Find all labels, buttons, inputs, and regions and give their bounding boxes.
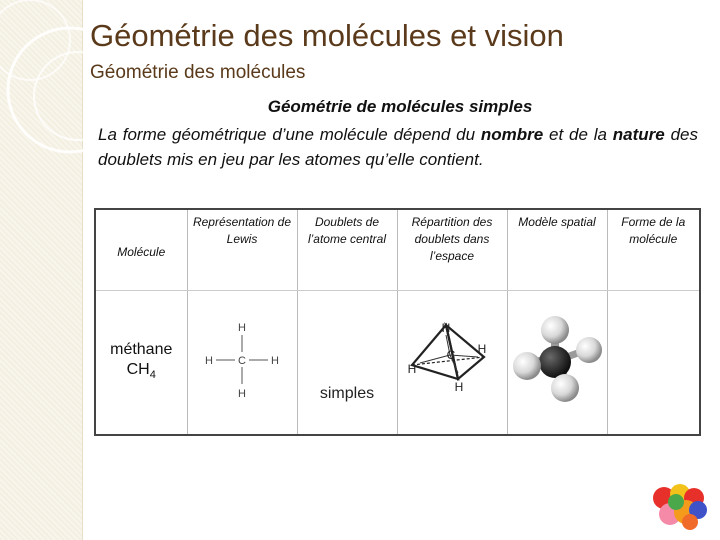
lewis-c-center: C (238, 355, 246, 367)
table-header-row (95, 209, 700, 291)
slide-title: Géométrie des molécules et vision (90, 18, 564, 53)
doublets-partial-label: simples (319, 385, 375, 402)
lewis-h-left: H (205, 355, 213, 367)
repartition-cell (397, 291, 507, 436)
hydrogen-sphere-left (513, 352, 541, 380)
molecule-formula (96, 360, 187, 385)
molecule-name-cell (95, 291, 187, 436)
intro-text-3: des doublets mis en jeu par les atomes qu’elle contient. (98, 125, 698, 169)
spatial-model-cell (507, 291, 607, 436)
intro-text-2: et de la (543, 125, 613, 144)
tetra-h-left: H (407, 362, 417, 376)
lewis-cell (187, 291, 297, 436)
lewis-structure-diagram (192, 315, 292, 405)
decorative-left-band (0, 0, 83, 540)
formula-main: CH (126, 360, 150, 378)
lewis-h-right: H (271, 355, 279, 367)
header-repartition: Répartition des doublets dans l’espace (397, 209, 507, 291)
hydrogen-sphere-right (576, 337, 602, 363)
intro-paragraph (98, 122, 698, 172)
geometry-table (94, 208, 701, 436)
header-modele: Modèle spatial (507, 209, 607, 291)
tetra-c-center: C (446, 348, 456, 362)
ball-and-stick-model (509, 310, 605, 410)
lewis-h-top: H (238, 322, 246, 334)
molecule-name: méthane (110, 340, 173, 358)
carbon-sphere (539, 346, 571, 378)
tetra-h-top: H (441, 321, 451, 335)
tetra-h-bottom: H (454, 380, 464, 394)
fruit-logo-icon (650, 482, 710, 532)
section-heading: Géométrie de molécules simples (267, 97, 533, 116)
hydrogen-sphere-top (541, 316, 569, 344)
tetra-h-right: H (477, 342, 487, 356)
header-doublets: Doublets de l’atome central (297, 209, 397, 291)
tetrahedron-diagram (402, 315, 502, 405)
table-row-methane (95, 291, 700, 436)
header-molecule: Molécule (95, 209, 187, 291)
intro-bold-nombre: nombre (480, 125, 544, 144)
lewis-h-bottom: H (238, 388, 246, 400)
header-lewis: Représentation de Lewis (187, 209, 297, 291)
hydrogen-sphere-bottom (551, 374, 579, 402)
doublets-partial-text (298, 385, 397, 402)
doublets-cell (297, 291, 397, 436)
shape-cell (607, 291, 700, 436)
intro-text-1: La forme géométrique d’une molécule dépend du (98, 125, 481, 144)
formula-subscript: 4 (149, 369, 156, 382)
intro-bold-nature: nature (612, 125, 665, 144)
header-forme: Forme de la molécule (607, 209, 700, 291)
slide-subtitle: Géométrie des molécules (90, 62, 306, 83)
